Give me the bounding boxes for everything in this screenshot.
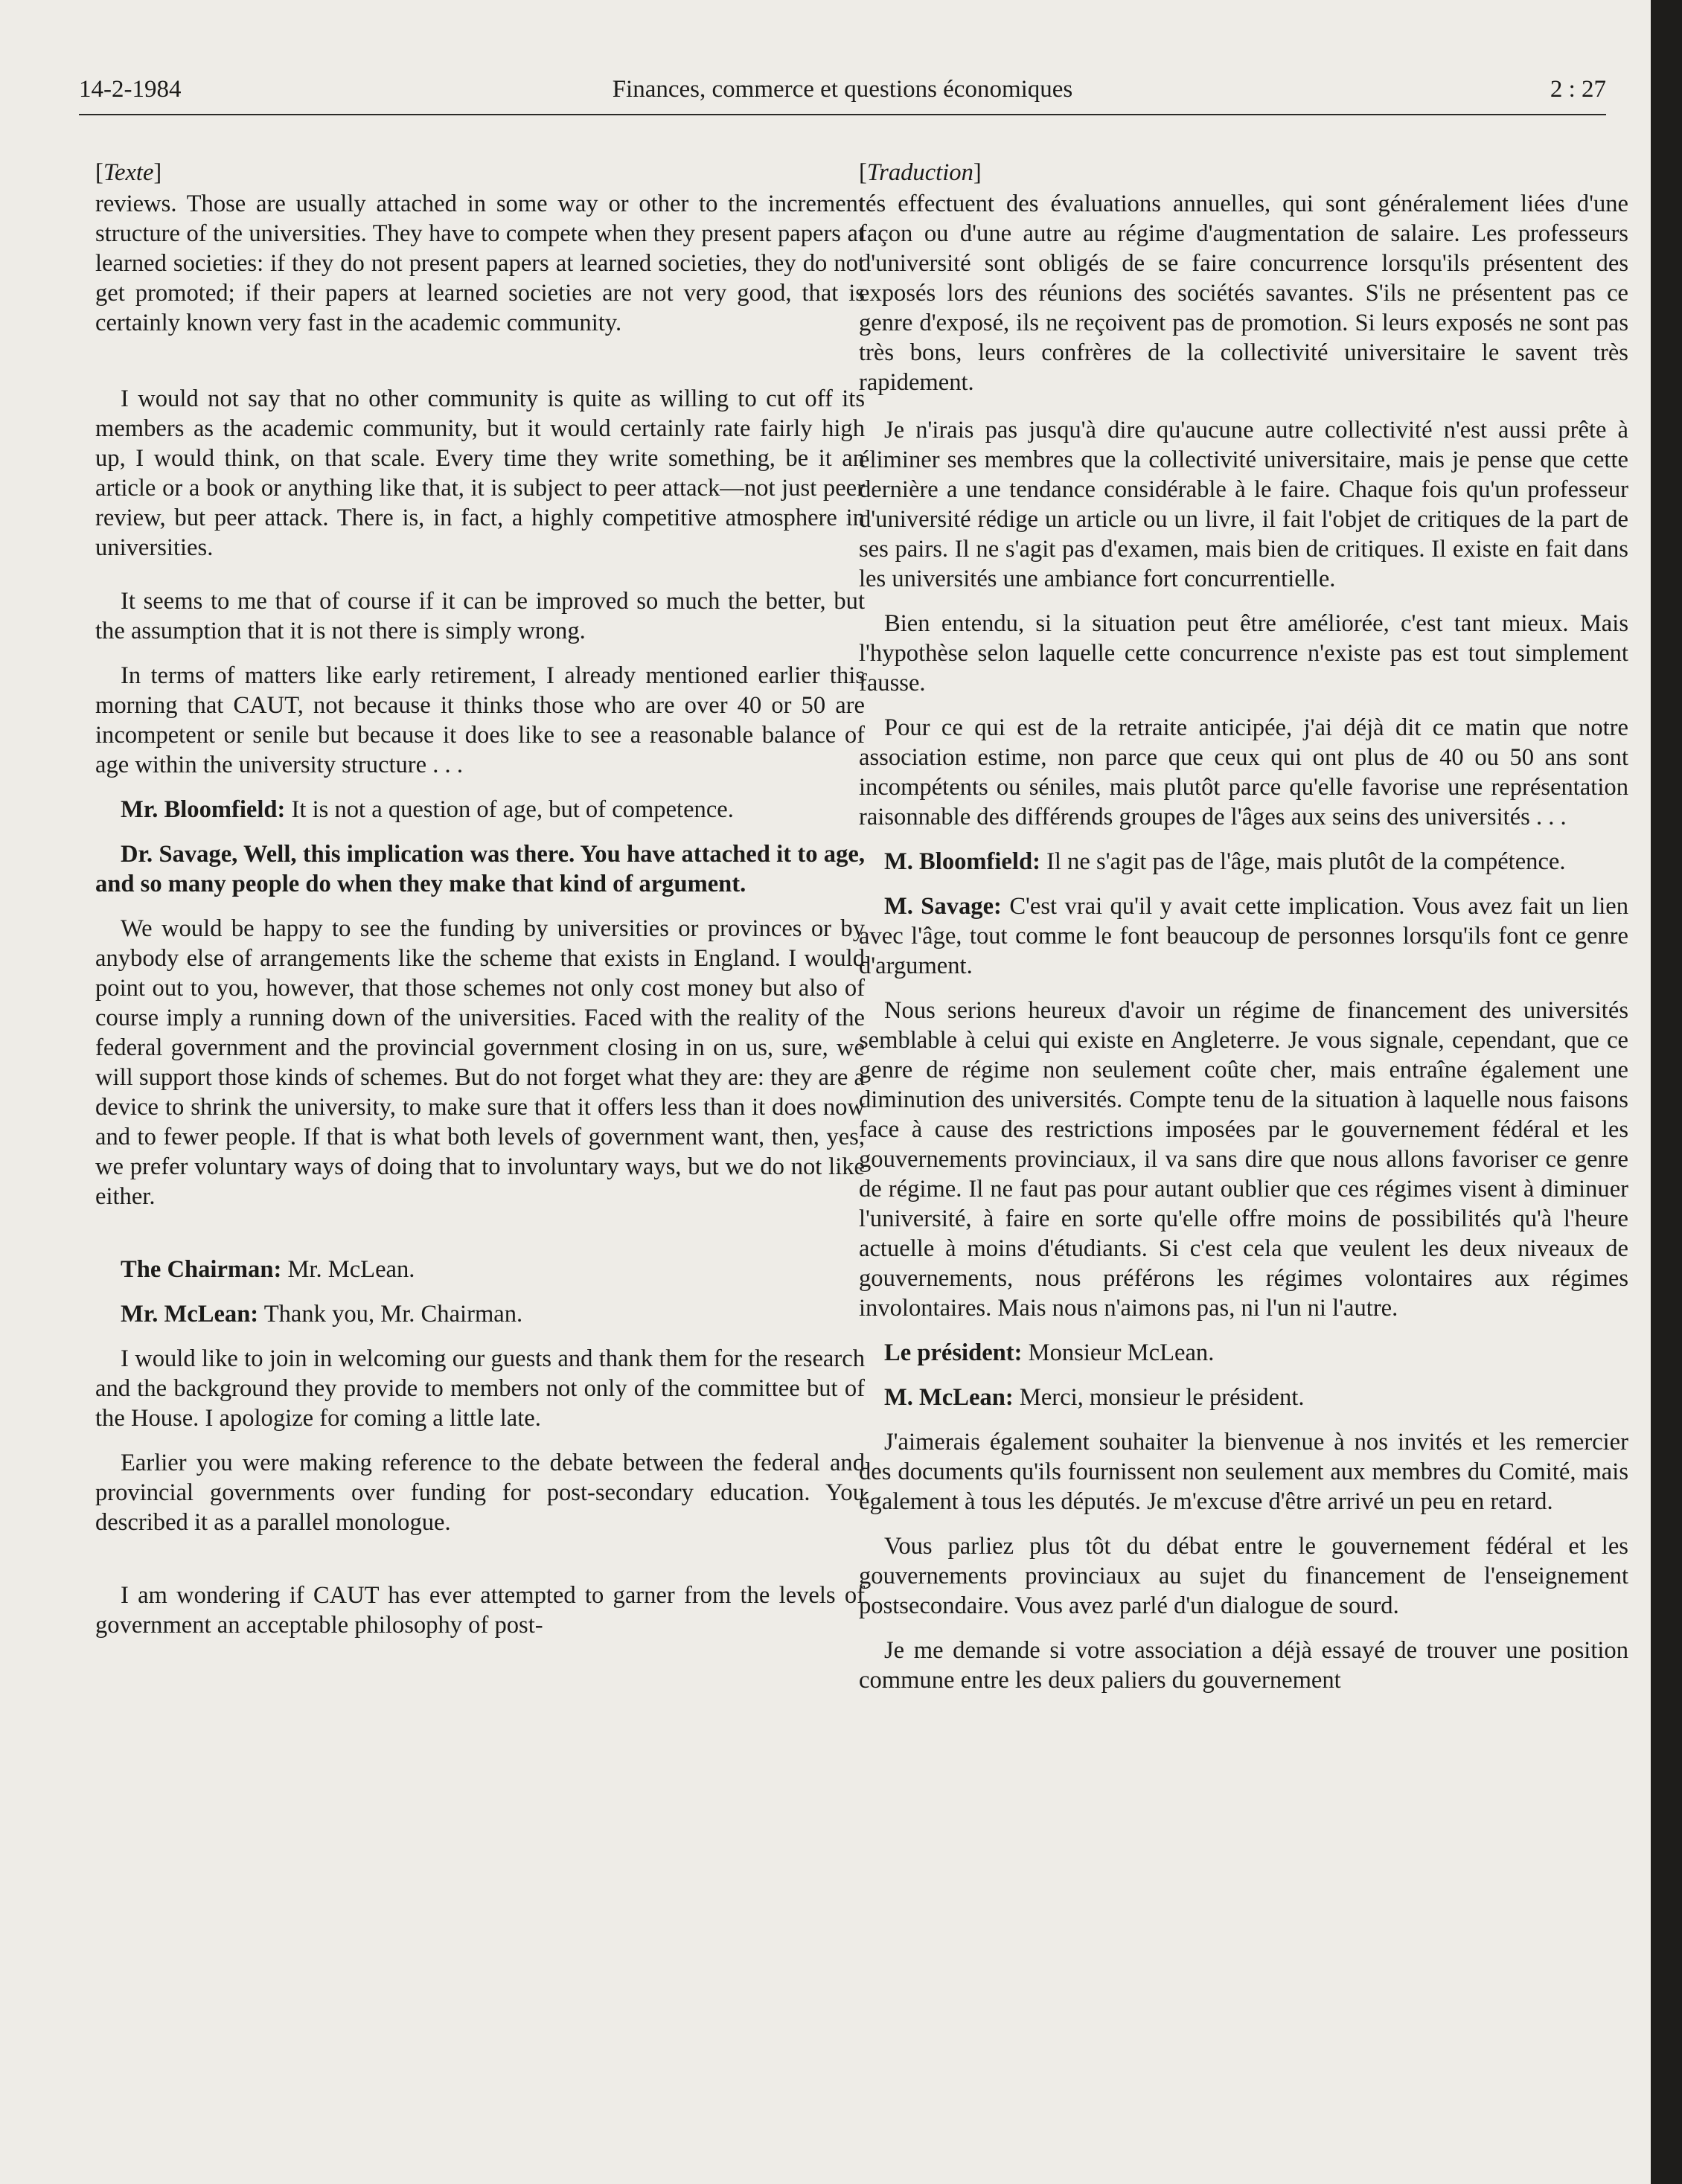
- fr-paragraph-text: Nous serions heureux d'avoir un régime de financement des universités semblable à celui qui existe en Angleterre. Je vous signale, cependant, que ce genre de régime non seulement coûte cher, mais entraîne également une diminution des universités. Compte tenu de la situation à laquelle nous faisons face à cause des restrictions imposées par le gouvernement fédéral et les gouvernements provinciaux, il va sans dire que nous allons favoriser ce genre de régime. Il ne faut pas pour autant oublier que ces régimes visent à diminuer l'université, à faire en sorte qu'elle offre moins de possibilités qu'à l'heure actuelle à moins d'étudiants. Si c'est cela que veulent les deux niveaux de gouvernements, nous préférons les régimes volontaires aux régimes involontaires. Mais nous n'aimons pas, ni l'un ni l'autre.: [859, 997, 1628, 1322]
- en-paragraph-text: I would not say that no other community is quite as willing to cut off its members as the academic community, but it would certainly rate fairly high up, I would think, on that scale. Every time they write something, be it an article or a book or anything like that, it is subject to peer attack—not just peer review, but peer attack. There is, in fact, a highly competitive atmosphere in universities.: [95, 385, 865, 561]
- en-paragraph-9: [95, 1299, 865, 1329]
- fr-paragraph-5: [859, 847, 1628, 877]
- fr-paragraph-11: [859, 1531, 1628, 1621]
- fr-paragraph-text: Monsieur McLean.: [1022, 1339, 1215, 1366]
- en-paragraph-text: We would be happy to see the funding by universities or provinces or by anybody else of arrangements like the scheme that exists in England. I would point out to you, however, that those schemes not only cost money but also of course imply a running down of the universities. Faced with the reality of the federal government and the provincial government closing in on us, sure, we will support those kinds of schemes. But do not forget what they are: they are a device to shrink the university, to make sure that it offers less than it does now and to fewer people. If that is what both levels of government want, then, yes, we prefer voluntary ways of doing that to involuntary ways, but we do not like either.: [95, 915, 865, 1210]
- fr-paragraph-text: Merci, monsieur le président.: [1013, 1384, 1305, 1411]
- english-label-text: Texte: [103, 159, 154, 186]
- en-paragraph-7: [95, 914, 865, 1211]
- header-date: 14-2-1984: [79, 76, 182, 103]
- fr-paragraph-text: Bien entendu, si la situation peut être améliorée, c'est tant mieux. Mais l'hypothèse selon laquelle cette concurrence n'existe pas est tout simplement fausse.: [859, 610, 1628, 696]
- en-paragraph-text: Dr. Savage, Well, this implication was there. You have attached it to age, and so many people do when they make that kind of argument.: [95, 841, 865, 897]
- fr-paragraph-3: [859, 609, 1628, 698]
- en-paragraph-text: I am wondering if CAUT has ever attempted to garner from the levels of government an acceptable philosophy of post-: [95, 1582, 865, 1639]
- en-paragraph-text: reviews. Those are usually attached in some way or other to the increment structure of the universities. They have to compete when they present papers at learned societies: if they do not present papers at learned societies, they do not get promoted; if their papers at learned societies are not very good, that is certainly known very fast in the academic community.: [95, 190, 865, 336]
- en-paragraph-12: [95, 1581, 865, 1640]
- fr-paragraph-12: [859, 1636, 1628, 1695]
- page-binding-edge: [1651, 0, 1682, 2184]
- fr-paragraph-text: Je n'irais pas jusqu'à dire qu'aucune autre collectivité n'est aussi prête à éliminer ses membres que la collectivité universitaire, mais je pense que cette dernière a une tendance considérable à le faire. Chaque fois qu'un professeur d'université rédige un article ou un livre, il fait l'objet de critiques de la part de ses pairs. Il ne s'agit pas d'examen, mais bien de critiques. Il existe en fait dans les universités une ambiance fort concurrentielle.: [859, 417, 1628, 592]
- en-paragraph-5: [95, 795, 865, 824]
- fr-paragraph-2: [859, 415, 1628, 594]
- header-title: Finances, commerce et questions économiques: [612, 76, 1073, 103]
- fr-paragraph-text: Je me demande si votre association a déjà essayé de trouver une position commune entre les deux paliers du gouvernement: [859, 1637, 1628, 1694]
- fr-paragraph-text: Pour ce qui est de la retraite anticipée, j'ai déjà dit ce matin que notre association estime, non parce que ceux qui ont plus de 40 ou 50 ans sont incompétents ou séniles, mais plutôt parce qu'elle favorise une représentation raisonnable des différends groupes de l'âges aux seins des universités . . .: [859, 714, 1628, 830]
- en-paragraph-text: It is not a question of age, but of competence.: [285, 796, 734, 823]
- fr-paragraph-8: [859, 1338, 1628, 1368]
- header-rule: [79, 114, 1606, 115]
- en-paragraph-text: Earlier you were making reference to the debate between the federal and provincial governments over funding for post-secondary education. You described it as a parallel monologue.: [95, 1450, 865, 1536]
- speaker-name: M. McLean:: [884, 1384, 1014, 1411]
- header-page-number: 2 : 27: [1550, 76, 1606, 103]
- english-column-label: [Texte]: [95, 159, 162, 186]
- fr-paragraph-4: [859, 713, 1628, 832]
- fr-paragraph-6: [859, 891, 1628, 981]
- english-column: [95, 158, 865, 1655]
- speaker-name: The Chairman:: [121, 1256, 282, 1283]
- en-paragraph-4: [95, 661, 865, 780]
- speaker-name: Mr. Bloomfield:: [121, 796, 286, 823]
- french-column-label: [Traduction]: [859, 159, 982, 186]
- speaker-name: M. Bloomfield:: [884, 848, 1040, 875]
- fr-paragraph-7: [859, 996, 1628, 1323]
- en-paragraph-10: [95, 1344, 865, 1433]
- fr-paragraph-9: [859, 1383, 1628, 1412]
- fr-paragraph-text: Vous parliez plus tôt du débat entre le gouvernement fédéral et les gouvernements provinciaux au sujet du financement de l'enseignement postsecondaire. Vous avez parlé d'un dialogue de sourd.: [859, 1533, 1628, 1619]
- page-header: [79, 76, 1606, 115]
- french-label-text: Traduction: [866, 159, 973, 186]
- fr-paragraph-10: [859, 1427, 1628, 1517]
- fr-paragraph-text: tés effectuent des évaluations annuelles, qui sont généralement liées d'une façon ou d'une autre au régime d'augmentation de salaire. Les professeurs d'université sont obligés de se faire concurrence lorsqu'ils présentent des exposés lors des réunions des sociétés savantes. S'ils ne présentent pas ce genre d'exposé, ils ne reçoivent pas de promotion. Si leurs exposés ne sont pas très bons, leurs confrères de la collectivité universitaire le savent très rapidement.: [859, 190, 1628, 396]
- speaker-name: M. Savage:: [884, 893, 1002, 920]
- en-paragraph-2: [95, 384, 865, 563]
- speaker-name: Mr. McLean:: [121, 1301, 259, 1328]
- speaker-name: Le président:: [884, 1339, 1023, 1366]
- fr-paragraph-1: [859, 189, 1628, 397]
- en-paragraph-text: Mr. McLean.: [281, 1256, 415, 1283]
- en-paragraph-1: [95, 189, 865, 338]
- fr-paragraph-text: J'aimerais également souhaiter la bienvenue à nos invités et les remercier des documents qu'ils fournissent non seulement aux membres du Comité, mais également à tous les députés. Je m'excuse d'être arrivé un peu en retard.: [859, 1429, 1628, 1515]
- en-paragraph-text: In terms of matters like early retirement, I already mentioned earlier this morning that CAUT, not because it thinks those who are over 40 or 50 are incompetent or senile but because it does like to see a reasonable balance of age within the university structure . . .: [95, 662, 865, 778]
- french-column: [859, 158, 1628, 1710]
- en-paragraph-text: It seems to me that of course if it can be improved so much the better, but the assumption that it is not there is simply wrong.: [95, 588, 865, 644]
- en-paragraph-text: I would like to join in welcoming our guests and thank them for the research and the background they provide to members not only of the committee but of the House. I apologize for coming a little late.: [95, 1345, 865, 1432]
- en-paragraph-8: [95, 1255, 865, 1284]
- fr-paragraph-text: C'est vrai qu'il y avait cette implication. Vous avez fait un lien avec l'âge, tout comme le font beaucoup de personnes lorsqu'ils font ce genre d'argument.: [859, 893, 1628, 979]
- en-paragraph-3: [95, 586, 865, 646]
- fr-paragraph-text: Il ne s'agit pas de l'âge, mais plutôt de la compétence.: [1040, 848, 1566, 875]
- en-paragraph-6: [95, 839, 865, 899]
- en-paragraph-11: [95, 1448, 865, 1537]
- en-paragraph-text: Thank you, Mr. Chairman.: [258, 1301, 523, 1328]
